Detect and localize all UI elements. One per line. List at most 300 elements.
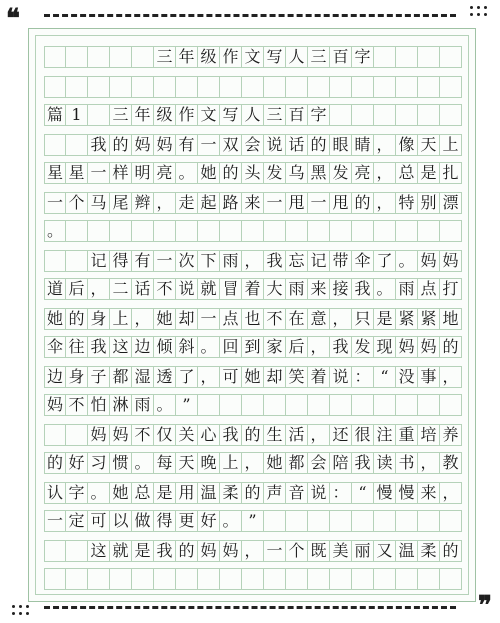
grid-cell: 年: [176, 46, 198, 68]
grid-cell: [330, 510, 352, 532]
text-row: [44, 540, 462, 562]
top-dashed-border: [44, 14, 456, 17]
grid-cell: [396, 76, 418, 98]
blank-row: [44, 568, 462, 590]
grid-cell: [418, 394, 440, 416]
grid-cell: 慢: [396, 482, 418, 504]
grid-cell: [176, 76, 198, 98]
text-row: [44, 278, 462, 300]
grid-cell: 注: [374, 424, 396, 446]
grid-cell: [396, 104, 418, 126]
text-row: [44, 336, 462, 358]
grid-cell: 书: [396, 452, 418, 474]
grid-cell: 我: [352, 278, 374, 300]
grid-cell: 温: [396, 540, 418, 562]
grid-cell: 的: [66, 308, 88, 330]
grid-cell: 来: [418, 482, 440, 504]
grid-cell: 读: [374, 452, 396, 474]
grid-cell: 一: [198, 308, 220, 330]
grid-cell: 眼: [330, 134, 352, 156]
grid-cell: 的: [110, 134, 132, 156]
grid-cell: 雨: [396, 278, 418, 300]
grid-cell: 丽: [352, 540, 374, 562]
grid-cell: [66, 46, 88, 68]
grid-cell: 上: [220, 452, 242, 474]
grid-cell: 却: [176, 308, 198, 330]
grid-cell: 。: [44, 220, 66, 242]
grid-cell: [242, 568, 264, 590]
grid-cell: [418, 568, 440, 590]
grid-cell: 是: [132, 540, 154, 562]
grid-cell: [396, 510, 418, 532]
grid-cell: [242, 394, 264, 416]
grid-cell: 认: [44, 482, 66, 504]
title-row: [44, 46, 462, 68]
grid-cell: 笑: [286, 366, 308, 388]
text-row: [44, 220, 462, 242]
grid-cell: 妈: [220, 540, 242, 562]
grid-cell: [308, 76, 330, 98]
grid-cell: 。: [132, 452, 154, 474]
grid-cell: 得: [154, 510, 176, 532]
blank-row: [44, 76, 462, 98]
grid-cell: 漂: [440, 192, 462, 214]
grid-cell: [88, 104, 110, 126]
grid-cell: 子: [88, 366, 110, 388]
grid-cell: 不: [154, 278, 176, 300]
grid-cell: 妈: [418, 250, 440, 272]
grid-cell: [374, 510, 396, 532]
grid-cell: [220, 568, 242, 590]
grid-cell: [264, 394, 286, 416]
grid-cell: 雨: [286, 278, 308, 300]
grid-cell: 后: [286, 336, 308, 358]
grid-cell: 好: [66, 452, 88, 474]
grid-cell: 一: [44, 192, 66, 214]
grid-cell: 的: [308, 134, 330, 156]
grid-cell: [374, 104, 396, 126]
grid-cell: [132, 46, 154, 68]
grid-cell: 做: [132, 510, 154, 532]
grid-cell: 我: [330, 336, 352, 358]
grid-cell: [374, 394, 396, 416]
grid-cell: 一: [154, 250, 176, 272]
grid-cell: 既: [308, 540, 330, 562]
grid-cell: 妈: [396, 336, 418, 358]
grid-cell: 她: [198, 162, 220, 184]
grid-cell: 倾: [154, 336, 176, 358]
grid-cell: [66, 220, 88, 242]
grid-cell: [66, 250, 88, 272]
grid-cell: 总: [396, 162, 418, 184]
grid-cell: 明: [132, 162, 154, 184]
grid-cell: 得: [110, 250, 132, 272]
grid-cell: 妈: [110, 424, 132, 446]
grid-cell: 边: [132, 336, 154, 358]
grid-cell: 妈: [440, 250, 462, 272]
grid-cell: 也: [242, 308, 264, 330]
grid-cell: 我: [88, 336, 110, 358]
grid-cell: 音: [286, 482, 308, 504]
grid-cell: ，: [132, 308, 154, 330]
grid-cell: 一: [88, 162, 110, 184]
grid-cell: 文: [242, 46, 264, 68]
grid-cell: 温: [198, 482, 220, 504]
grid-cell: [154, 76, 176, 98]
grid-cell: 了: [374, 250, 396, 272]
grid-cell: 记: [88, 250, 110, 272]
grid-cell: [198, 76, 220, 98]
grid-cell: [396, 394, 418, 416]
grid-cell: [440, 394, 462, 416]
grid-cell: [352, 568, 374, 590]
grid-cell: ”: [242, 510, 264, 532]
grid-cell: 星: [66, 162, 88, 184]
grid-cell: [88, 568, 110, 590]
grid-cell: [88, 76, 110, 98]
grid-cell: 一: [198, 134, 220, 156]
grid-cell: 三: [110, 104, 132, 126]
grid-cell: 没: [396, 366, 418, 388]
grid-cell: 怕: [88, 394, 110, 416]
grid-cell: [308, 510, 330, 532]
grid-cell: [352, 220, 374, 242]
grid-cell: 有: [132, 250, 154, 272]
grid-cell: [66, 76, 88, 98]
grid-cell: [44, 568, 66, 590]
grid-cell: ，: [154, 192, 176, 214]
grid-cell: [176, 568, 198, 590]
chapter-heading-row: [44, 104, 462, 126]
grid-cell: 地: [440, 308, 462, 330]
grid-cell: [352, 394, 374, 416]
grid-cell: 是: [418, 162, 440, 184]
grid-cell: 一: [44, 510, 66, 532]
grid-cell: [374, 76, 396, 98]
grid-cell: 可: [88, 510, 110, 532]
grid-cell: [286, 568, 308, 590]
grid-cell: 以: [110, 510, 132, 532]
grid-cell: 妈: [154, 134, 176, 156]
grid-cell: “: [374, 366, 396, 388]
grid-cell: 字: [352, 46, 374, 68]
grid-cell: 次: [176, 250, 198, 272]
grid-cell: 总: [132, 482, 154, 504]
grid-cell: 道: [44, 278, 66, 300]
grid-cell: 字: [66, 482, 88, 504]
grid-cell: 上: [110, 308, 132, 330]
grid-cell: 的: [44, 452, 66, 474]
text-row: [44, 162, 462, 184]
grid-cell: 培: [418, 424, 440, 446]
grid-cell: ：: [352, 366, 374, 388]
grid-cell: 说: [264, 134, 286, 156]
grid-cell: [330, 220, 352, 242]
grid-cell: 还: [330, 424, 352, 446]
grid-cell: 。: [88, 482, 110, 504]
grid-cell: [176, 220, 198, 242]
grid-cell: [374, 568, 396, 590]
grid-cell: 发: [352, 336, 374, 358]
grid-cell: 人: [242, 104, 264, 126]
grid-cell: [264, 220, 286, 242]
grid-cell: 亮: [352, 162, 374, 184]
grid-cell: [44, 76, 66, 98]
grid-cell: [286, 394, 308, 416]
grid-cell: 辫: [132, 192, 154, 214]
grid-cell: [286, 76, 308, 98]
grid-cell: 字: [308, 104, 330, 126]
grid-cell: 的: [440, 336, 462, 358]
grid-cell: [110, 76, 132, 98]
grid-cell: 心: [198, 424, 220, 446]
dots-decoration-bottom-left: [12, 603, 30, 619]
grid-cell: [198, 394, 220, 416]
grid-cell: 陪: [330, 452, 352, 474]
grid-cell: 习: [88, 452, 110, 474]
grid-cell: [352, 104, 374, 126]
grid-cell: [44, 540, 66, 562]
grid-cell: 马: [88, 192, 110, 214]
grid-cell: [44, 250, 66, 272]
grid-cell: 个: [66, 192, 88, 214]
grid-cell: 湿: [132, 366, 154, 388]
grid-cell: [132, 76, 154, 98]
grid-cell: 到: [242, 336, 264, 358]
grid-cell: 淋: [110, 394, 132, 416]
grid-cell: 说: [176, 278, 198, 300]
grid-cell: 后: [66, 278, 88, 300]
grid-cell: 了: [176, 366, 198, 388]
grid-cell: 教: [440, 452, 462, 474]
grid-cell: [418, 46, 440, 68]
grid-cell: 雨: [132, 394, 154, 416]
grid-cell: [308, 568, 330, 590]
grid-cell: 晚: [198, 452, 220, 474]
grid-cell: 级: [198, 46, 220, 68]
text-row: [44, 510, 462, 532]
grid-cell: 妈: [418, 336, 440, 358]
grid-cell: ，: [440, 366, 462, 388]
grid-cell: [132, 568, 154, 590]
grid-cell: [66, 424, 88, 446]
grid-cell: 带: [330, 250, 352, 272]
grid-cell: 有: [176, 134, 198, 156]
grid-cell: 她: [154, 308, 176, 330]
grid-cell: 打: [440, 278, 462, 300]
grid-cell: [440, 510, 462, 532]
grid-cell: 她: [110, 482, 132, 504]
grid-cell: 天: [176, 452, 198, 474]
composition-paper: [28, 28, 476, 602]
grid-cell: 篇: [44, 104, 66, 126]
grid-cell: [88, 220, 110, 242]
grid-cell: ，: [242, 452, 264, 474]
grid-cell: 一: [264, 192, 286, 214]
text-row: [44, 250, 462, 272]
grid-cell: 黑: [308, 162, 330, 184]
grid-cell: [440, 220, 462, 242]
grid-cell: [264, 510, 286, 532]
grid-cell: 甩: [330, 192, 352, 214]
grid-cell: [154, 568, 176, 590]
grid-cell: ，: [198, 366, 220, 388]
grid-cell: [110, 568, 132, 590]
text-row: [44, 394, 462, 416]
grid-cell: [396, 568, 418, 590]
grid-cell: 透: [154, 366, 176, 388]
grid-cell: 乌: [286, 162, 308, 184]
grid-cell: 她: [44, 308, 66, 330]
grid-cell: 尾: [110, 192, 132, 214]
grid-cell: 妈: [88, 424, 110, 446]
grid-cell: 来: [308, 278, 330, 300]
grid-cell: 不: [132, 424, 154, 446]
grid-cell: 。: [154, 394, 176, 416]
grid-cell: [198, 220, 220, 242]
grid-cell: 现: [374, 336, 396, 358]
grid-cell: [220, 220, 242, 242]
grid-cell: 。: [176, 162, 198, 184]
grid-cell: [154, 220, 176, 242]
grid-cell: 我: [88, 134, 110, 156]
grid-cell: [264, 568, 286, 590]
grid-cell: 妈: [44, 394, 66, 416]
open-quote-decoration: ❝: [6, 4, 20, 34]
grid-cell: 个: [286, 540, 308, 562]
grid-cell: 会: [308, 452, 330, 474]
grid-cell: 更: [176, 510, 198, 532]
grid-cell: 忘: [286, 250, 308, 272]
grid-cell: [66, 134, 88, 156]
grid-cell: [440, 46, 462, 68]
grid-cell: 她: [242, 366, 264, 388]
grid-cell: 天: [418, 134, 440, 156]
grid-cell: ：: [330, 482, 352, 504]
grid-cell: [330, 104, 352, 126]
grid-cell: [352, 76, 374, 98]
grid-cell: 一: [308, 192, 330, 214]
grid-cell: 关: [176, 424, 198, 446]
grid-cell: 下: [198, 250, 220, 272]
grid-cell: 仅: [154, 424, 176, 446]
grid-cell: 用: [176, 482, 198, 504]
grid-cell: 惯: [110, 452, 132, 474]
grid-cell: 记: [308, 250, 330, 272]
bottom-dashed-border: [44, 606, 456, 609]
grid-cell: [198, 568, 220, 590]
grid-cell: 柔: [220, 482, 242, 504]
grid-cell: 妈: [132, 134, 154, 156]
grid-cell: 都: [110, 366, 132, 388]
grid-cell: 着: [242, 278, 264, 300]
text-row: [44, 308, 462, 330]
grid-cell: ，: [242, 250, 264, 272]
grid-cell: 不: [264, 308, 286, 330]
text-row: [44, 482, 462, 504]
grid-cell: 发: [330, 162, 352, 184]
grid-cell: 特: [396, 192, 418, 214]
grid-cell: 又: [374, 540, 396, 562]
grid-cell: 好: [198, 510, 220, 532]
grid-cell: 伞: [352, 250, 374, 272]
grid-cell: 百: [286, 104, 308, 126]
grid-cell: 起: [198, 192, 220, 214]
text-row: [44, 134, 462, 156]
grid-cell: 雨: [220, 250, 242, 272]
grid-cell: 的: [220, 162, 242, 184]
grid-cell: 柔: [418, 540, 440, 562]
grid-cell: 我: [352, 452, 374, 474]
grid-cell: 点: [418, 278, 440, 300]
grid-cell: [440, 568, 462, 590]
grid-cell: 斜: [176, 336, 198, 358]
grid-cell: ，: [88, 278, 110, 300]
grid-cell: 说: [308, 482, 330, 504]
grid-cell: [330, 568, 352, 590]
grid-cell: 她: [264, 452, 286, 474]
grid-cell: [242, 220, 264, 242]
grid-cell: 这: [110, 336, 132, 358]
grid-cell: [110, 46, 132, 68]
grid-cell: 妈: [198, 540, 220, 562]
grid-cell: 身: [88, 308, 110, 330]
grid-cell: 边: [44, 366, 66, 388]
grid-cell: 话: [132, 278, 154, 300]
text-row: [44, 366, 462, 388]
grid-cell: 作: [220, 46, 242, 68]
grid-cell: 重: [396, 424, 418, 446]
grid-cell: ，: [374, 134, 396, 156]
grid-cell: [132, 220, 154, 242]
dots-decoration-top-right: [470, 4, 488, 20]
grid-cell: 就: [198, 278, 220, 300]
grid-cell: 甩: [286, 192, 308, 214]
grid-cell: 写: [220, 104, 242, 126]
grid-cell: 像: [396, 134, 418, 156]
grid-cell: [286, 220, 308, 242]
grid-cell: 1: [66, 104, 88, 126]
grid-cell: 路: [220, 192, 242, 214]
grid-frame: [35, 35, 469, 595]
grid-cell: 的: [242, 482, 264, 504]
grid-cell: [396, 220, 418, 242]
grid-cell: 不: [66, 394, 88, 416]
grid-cell: 我: [264, 250, 286, 272]
grid-cell: 百: [330, 46, 352, 68]
grid-cell: 话: [286, 134, 308, 156]
grid-cell: 很: [352, 424, 374, 446]
grid-cell: 冒: [220, 278, 242, 300]
grid-cell: 回: [220, 336, 242, 358]
grid-cell: 。: [220, 510, 242, 532]
grid-cell: [110, 220, 132, 242]
grid-cell: 头: [242, 162, 264, 184]
grid-cell: 往: [66, 336, 88, 358]
grid-cell: 发: [264, 162, 286, 184]
grid-cell: [66, 540, 88, 562]
grid-cell: ，: [440, 482, 462, 504]
grid-cell: [440, 76, 462, 98]
grid-cell: 三: [264, 104, 286, 126]
grid-cell: 别: [418, 192, 440, 214]
grid-cell: 的: [440, 540, 462, 562]
grid-cell: [418, 76, 440, 98]
grid-cell: 慢: [374, 482, 396, 504]
grid-cell: 紧: [396, 308, 418, 330]
grid-cell: 就: [110, 540, 132, 562]
grid-cell: 样: [110, 162, 132, 184]
